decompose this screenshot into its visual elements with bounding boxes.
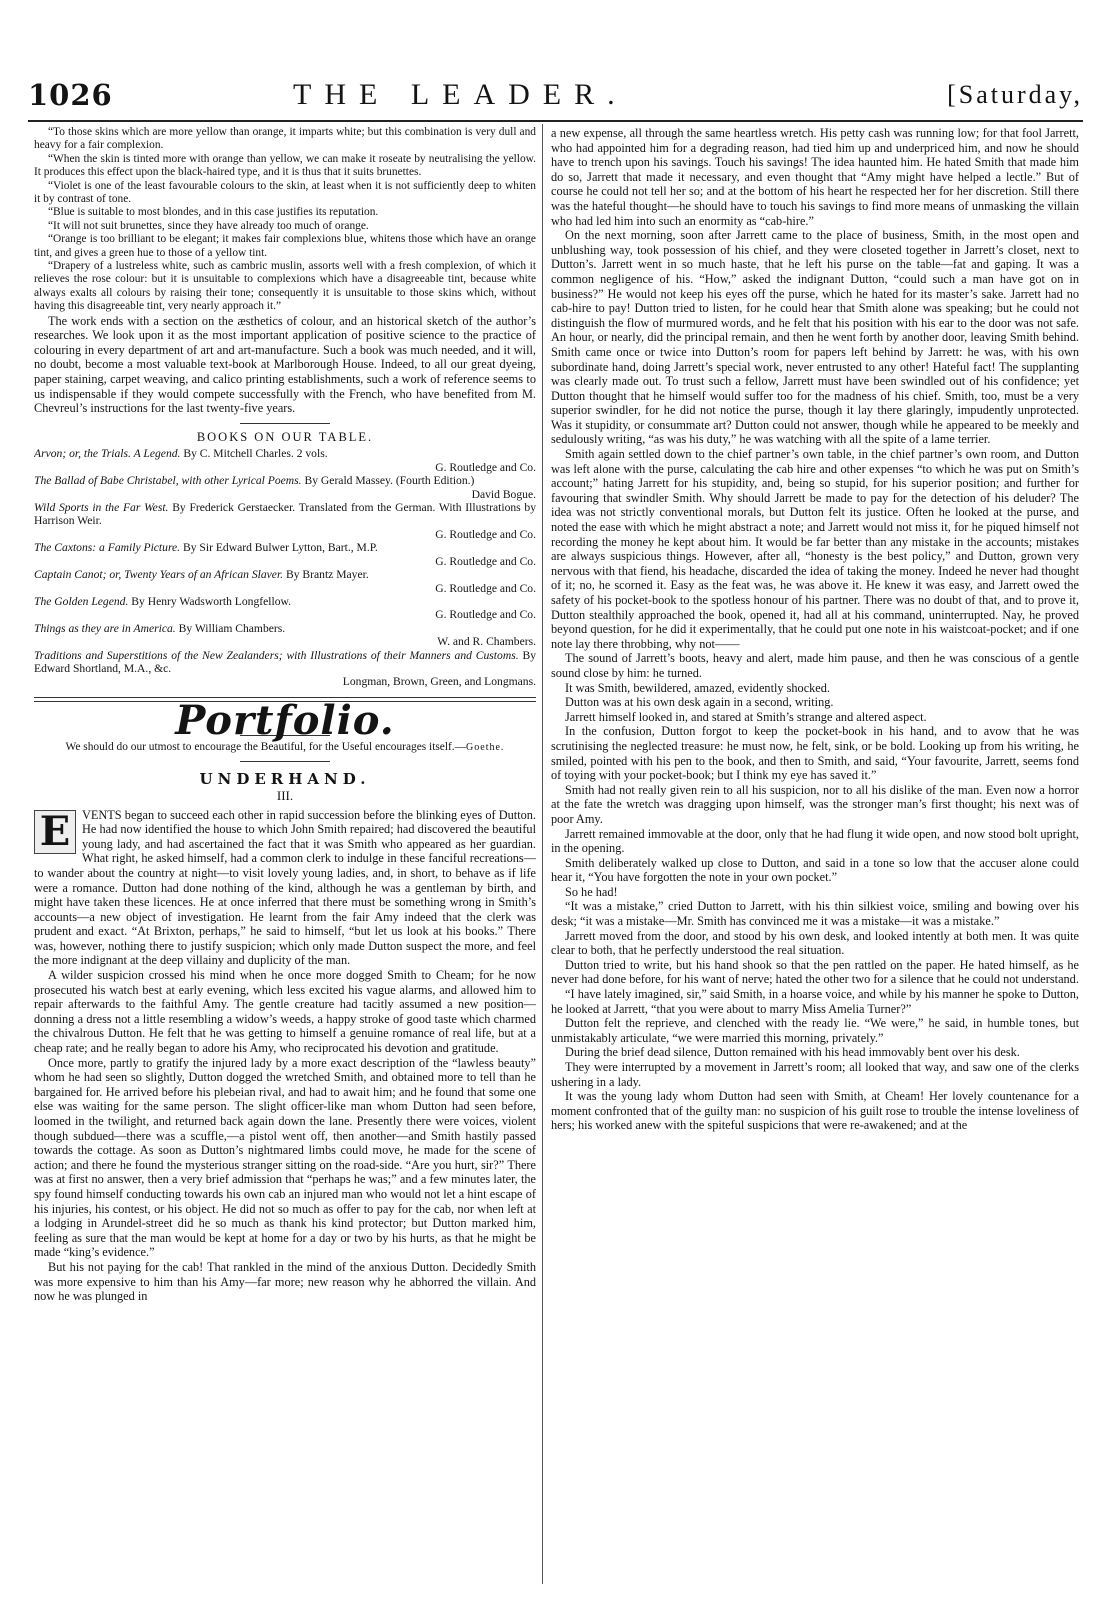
story-paragraph: Dutton felt the reprieve, and clenched with the ready lie. “We were,” he said, in humble tones, but unmistakably articulate, “we were married this morning, privately.” <box>551 1016 1079 1045</box>
header-rule <box>28 120 1083 122</box>
motto <box>54 741 516 754</box>
intro-paragraph: “It will not suit brunettes, since they have already too much of orange. <box>48 219 369 232</box>
story-paragraph: Smith deliberately walked up close to Dutton, and said in a tone so low that the accuser alone could hear it, “You have forgotten the note in your own pocket.” <box>551 855 1079 885</box>
page-number: 1026 <box>28 78 113 112</box>
story-paragraph: Smith again settled down to the chief partner’s own table, in the chief partner’s own room, and Dutton was left alone with the purse, calculating the cab hire and other expenses “to which he was put on Smith’s account;” hating Jarrett for his stupidity, and, being so stupid, for his superior position; and further for favouring that swindler Smith. Why should Jarrett be made to pay for the detection of his deluder? The idea was not strictly conventional morals, but Dutton felt its justice. Often he looked at the purse, and noted the ease with which he might abstract a note; and Jarrett would not miss it, for he piqued himself not recording the money he kept about him. It would be far better than any mistake in the accounts; mistakes are always suspicious things. However, after all, “honesty is the best policy,” and Dutton, grown very nervous with that fiend, his headache, discarded the idea of taking the money. Indeed he never had thought of it; no, he scorned it. Easy as the feat was, he was above it. He knew it was easy, and Jarrett owed the safety of his pocket-book to the spotless honour of his partner. There was no doubt of that, and to prove it, Dutton stealthily approached the book, opened it, had all at his command, uninterrupted. Nay, he proved beyond question, for he did it experimentally, that he could put one note in his waistcoat-pocket; and if one note lay there throbbing, why not—— <box>551 447 1079 651</box>
story-paragraph-text: VENTS began to succeed each other in rapid succession before the blinking eyes of Dutton. He had now identified the house to which John Smith repaired; had discovered the beautiful young lady, and had ascertained the fact that it was Smith who appeared as her guardian. What right, he asked himself, had a common clerk to indulge in these fanciful recreations—to wander about the country at night—to visit lovely young ladies, and, in short, to behave as if life were a romance. Dutton had done nothing of the kind, although he was a gentleman by birth, and might have taken these licences. He at once inferred that there must be something wrong in Smith’s accounts—a new object of investigation. He learnt from the fair Amy indeed that the clerk was prudent and exact. “At Brixton, perhaps,” he said to himself, “but let us look at his books.” There was, however, nothing there to justify suspicion; which only made Dutton suspect the more, and feel the more indignant at the deep villainy and duplicity of the man. <box>34 807 536 968</box>
intro-paragraph: “Orange is too brilliant to be elegant; it makes fair complexions blue, whitens those which have an orange tint, and gives a green hue to those of a yellow tint. <box>34 233 536 259</box>
book-entry <box>34 474 536 501</box>
story-paragraph: Once more, partly to gratify the injured lady by a more exact description of the “lawless beauty” whom he had seen so slightly, Dutton dogged the wretched Smith, and obtained more to tell than he bargained for. He arrived before his plebeian rival, and had to await him; and he found that some one else was waiting for the same person. The slight officer-like man whom Dutton had seen before, loomed in the twilight, and returned back again down the lane. Presently there were voices, violent though subdued—there was a scuffle,—a pistol went off, then another—and Smith hastily passed towards the cottage. As soon as Dutton’s nightmared limbs could move, he made for the scene of action; and there he found the mysterious stranger sitting on the road-side. “Are you hurt, sir?” There was at first no answer, then a very brief admission that “perhaps he was;” and a few minutes later, the spy found himself conducting towards his own cab an injured man who would not let a hint escape of his injuries, his contest, or his object. He did not so much as offer to pay for the cab, nor when left at a lodging in Arundel-street did he so much as thank his kind protector; but Dutton marked him, feeling as sure that the man would be kept at home for a day or two by his hurts, as that he might be made “king’s evidence.” <box>34 1055 536 1260</box>
left-column <box>34 126 536 1584</box>
book-title: Wild Sports in the Far West. <box>34 501 169 515</box>
story-paragraph: Dutton was at his own desk again in a second, writing. <box>565 695 834 710</box>
book-detail: By Gerald Massey. (Fourth Edition.) <box>304 474 475 488</box>
masthead <box>28 78 1083 122</box>
book-detail: By Edward Shortland, M.A., &c. <box>34 648 536 675</box>
section-rule <box>240 423 330 424</box>
intro-paragraph: “Violet is one of the least favourable colours to the skin, at least when it is not sufficiently deep to whiten it by contrast of tone. <box>34 179 536 206</box>
book-detail: By Brantz Mayer. <box>285 568 369 582</box>
drop-cap: E <box>34 810 76 854</box>
story-paragraph: It was the young lady whom Dutton had seen with Smith, at Cheam! Her lovely countenance for a moment confronted that of the guilty man: no suspicion of his guilt rose to trouble the intense loveliness of hers; his worked anew with the spiteful suspicions that were re-awakened; and at the <box>551 1089 1079 1133</box>
book-detail: By Sir Edward Bulwer Lytton, Bart., M.P. <box>182 541 378 555</box>
book-publisher: G. Routledge and Co. <box>435 608 536 622</box>
book-detail: By William Chambers. <box>178 621 286 635</box>
story-paragraph: They were interrupted by a movement in Jarrett’s room; all looked that way, and saw one of the clerks ushering in a lady. <box>551 1060 1079 1089</box>
motto-text: We should do our utmost to encourage the Beautiful, for the Useful encourages itself.— <box>65 741 467 754</box>
story-paragraph: But his not paying for the cab! That rankled in the mind of the anxious Dutton. Decidedly Smith was more expensive to him than his Amy—far more; new reason why he abhorred the villain. And now he was plunged in <box>34 1259 536 1304</box>
book-title: The Ballad of Babe Christabel, with other Lyrical Poems. <box>34 474 302 488</box>
book-title: The Caxtons: a Family Picture. <box>34 541 181 555</box>
story-paragraph: During the brief dead silence, Dutton remained with his head immovably bent over his desk. <box>565 1045 1020 1060</box>
book-entry <box>34 649 536 689</box>
book-title: Captain Canot; or, Twenty Years of an African Slaver. <box>34 568 284 582</box>
right-column <box>551 126 1079 1584</box>
section-rule <box>240 761 330 762</box>
book-title: Arvon; or, the Trials. A Legend. <box>34 447 181 461</box>
story-paragraph: Jarrett moved from the door, and stood by his own desk, and looked intently at both men. It was quite clear to both, that he perfectly understood the real situation. <box>551 928 1079 958</box>
story-paragraph: Smith had not really given rein to all his suspicion, nor to all his dislike of the man. Even now a horror at the fate the wretch was dragging upon himself, was the stronger man’s first thought; his next was of poor Amy. <box>551 782 1079 826</box>
intro-paragraph: “Blue is suitable to most blondes, and in this case justifies its reputation. <box>48 206 379 219</box>
book-detail: By Frederick Gerstaecker. Translated from the German. With Illustrations by Harrison Weir. <box>34 501 536 528</box>
story-paragraph <box>34 808 536 969</box>
intro-paragraph: “To those skins which are more yellow than orange, it imparts white; but this combination is very dull and heavy for a fair complexion. <box>34 126 536 152</box>
book-title: Things as they are in America. <box>34 621 176 635</box>
book-publisher: G. Routledge and Co. <box>435 554 536 568</box>
book-detail: By C. Mitchell Charles. 2 vols. <box>183 447 328 461</box>
book-publisher: W. and R. Chambers. <box>437 635 536 649</box>
story-paragraph: Jarrett himself looked in, and stared at Smith’s strange and altered aspect. <box>565 709 927 724</box>
story-paragraph: “It was a mistake,” cried Dutton to Jarrett, with his thin silkiest voice, smiling and bowing over his desk; “it was a mistake—Mr. Smith has convinced me it was a mistake—it was a mistake.” <box>551 899 1079 929</box>
book-entry <box>34 541 536 568</box>
book-publisher: G. Routledge and Co. <box>435 527 536 541</box>
book-title: Traditions and Superstitions of the New Zealanders; with Illustrations of their Manners and Customs. <box>34 648 519 662</box>
issue-day: [Saturday, <box>947 80 1083 109</box>
book-entry <box>34 447 536 474</box>
book-entry <box>34 501 536 541</box>
books-heading: BOOKS ON OUR TABLE. <box>196 429 374 444</box>
story-paragraph: “I have lately imagined, sir,” said Smith, in a hoarse voice, and while by his manner he spoke to Dutton, he looked at Jarrett, “that you were about to marry Miss Amelia Turner?” <box>551 987 1079 1016</box>
story-title: UNDERHAND. <box>199 770 371 789</box>
book-publisher: David Bogue. <box>471 487 536 501</box>
book-entry <box>34 622 536 649</box>
column-divider <box>542 124 543 1584</box>
story-paragraph: a new expense, all through the same heartless wretch. His petty cash was running low; for that fool Jarrett, who had appointed him for a degrading reason, had tied him up and underpriced him, and now he should have to trench upon his savings. Touch his savings! The idea haunted him. He hated Smith that made him do so, Jarrett that made it necessary, and even thought that “Amy might have helped a lectle.” But of course he could not tell her so; and at the bottom of his heart he respected her for her discretion. Still there was the hateful thought—he should have to touch his savings to find more means of unmasking the villain who had led him into such an enormity as “cab-hire.” <box>551 126 1079 228</box>
book-publisher: G. Routledge and Co. <box>435 581 536 595</box>
book-publisher: Longman, Brown, Green, and Longmans. <box>342 675 536 689</box>
story-paragraph: Jarrett remained immovable at the door, only that he had flung it wide open, and now stood bolt upright, in the opening. <box>551 826 1079 856</box>
story-paragraph: So he had! <box>565 884 618 899</box>
story-paragraph: A wilder suspicion crossed his mind when he once more dogged Smith to Cheam; for he now prosecuted his watch best at early evening, which less excited his vague alarms, and allowed him to repair afterwards to the faithful Amy. The gentle creature had tacitly assumed a new position—donning a dress not a little resembling a widow’s weeds, a happy stroke of good taste which charmed the chivalrous Dutton. He felt that he was getting to himself a genuine romance of real life, but at a cheap rate; and he really began to adore his Amy, who reciprocated his devotion and gratitude. <box>34 968 536 1056</box>
story-paragraph: Dutton tried to write, but his hand shook so that the pen rattled on the paper. He hated himself, as he never had done before, for his want of nerve; hated the other two for a silence that he could not understand. <box>551 957 1079 987</box>
book-publisher: G. Routledge and Co. <box>435 460 536 474</box>
intro-paragraph: “When the skin is tinted more with orange than yellow, we can make it roseate by neutralising the yellow. It produces this effect upon the black-haired type, and it is thus that it suits brunettes. <box>34 152 536 179</box>
story-paragraph: The sound of Jarrett’s boots, heavy and alert, made him pause, and then he was conscious of a gentle sound close by him: he turned. <box>551 651 1079 680</box>
story-paragraph: It was Smith, bewildered, amazed, evidently shocked. <box>565 680 830 695</box>
book-title: The Golden Legend. <box>34 594 129 608</box>
newspaper-title: THE LEADER. <box>293 78 628 111</box>
portfolio-heading: Portfolio. <box>175 696 395 744</box>
chapter-number: III. <box>276 787 294 803</box>
story-paragraph: In the confusion, Dutton forgot to keep the pocket-book in his hand, and to avow that he was scrutinising the neglected treasure: he must now, he felt, sink, or be bold. Looking up from his writing, he smiled, pointed with his pen to the book, and then to Smith, and said, “Your favourite, Jarrett, seems fond of toying with your pocket-book; but I think my eye has saved it.” <box>551 724 1079 783</box>
book-entry <box>34 595 536 622</box>
book-detail: By Henry Wadsworth Longfellow. <box>131 594 292 608</box>
review-closing-paragraph: The work ends with a section on the æsthetics of colour, and an historical sketch of the author’s researches. We look upon it as the most important application of positive science to the practice of colouring in every department of art and art-manufacture. Such a book was much needed, and it will, no doubt, become a most valuable text-book at Marlborough House. Indeed, to all our great dyeing, paper staining, carpet weaving, and calico printing establishments, such a work of reference seems to us indispensable if they would compete successfully with the French, who have benefited from M. Chevreul’s instructions for the last twenty-five years. <box>34 313 536 416</box>
story-paragraph: On the next morning, soon after Jarrett came to the place of business, Smith, in the most open and unblushing way, took possession of his chief, and they were closeted together in Jarrett’s closet, next to Dutton’s. Jarrett went in so much haste, that he left his purse on the table—fat and gaping. It was a common negligence of his. “How,” asked the indignant Dutton, “could such a man have got on in business?” He would not keep his eyes off the purse, which he hated for its master’s sake. Jarrett had no cab-hire to pay! Dutton tried to listen, for he could hear that Smith alone was speaking; but he could not distinguish the flow of murmured words, and he felt that his position with his ear to the door was not safe. An hour, or nearly, did the principal remain, and then he went forth by another door, leaving Smith behind. Smith came once or twice into Dutton’s room for papers left behind by Jarrett: he was, with his own subordinate hand, doing Jarrett’s special work, never entrusted to any other! Hateful fact! The supplanting was clearly made out. To trust such a fellow, Jarrett must have been swindled out of his confidence; yet Dutton thought that he himself would suffer too for the madness of his chief. Smith, too, must be a very superior swindler, for he did not notice the purse, though it lay there glaringly, impudently unprotected. Was it stupidity, or consummate art? Dutton could not answer, though while he appeared to be meekly and sedulously writing, “as was his duty,” he was watching with all the spite of a lame terrier. <box>551 228 1079 447</box>
intro-paragraph: “Drapery of a lustreless white, such as cambric muslin, assorts well with a fresh complexion, of which it relieves the rose colour: but it is unsuitable to complexions which have a disagreeable tint, because white always exalts all colours by raising their tone; consequently it is unsuitable to those skins which, without having this disagreeable tint, very nearly approach it.” <box>34 260 536 313</box>
book-entry <box>34 568 536 595</box>
motto-author: Goethe. <box>466 742 505 754</box>
